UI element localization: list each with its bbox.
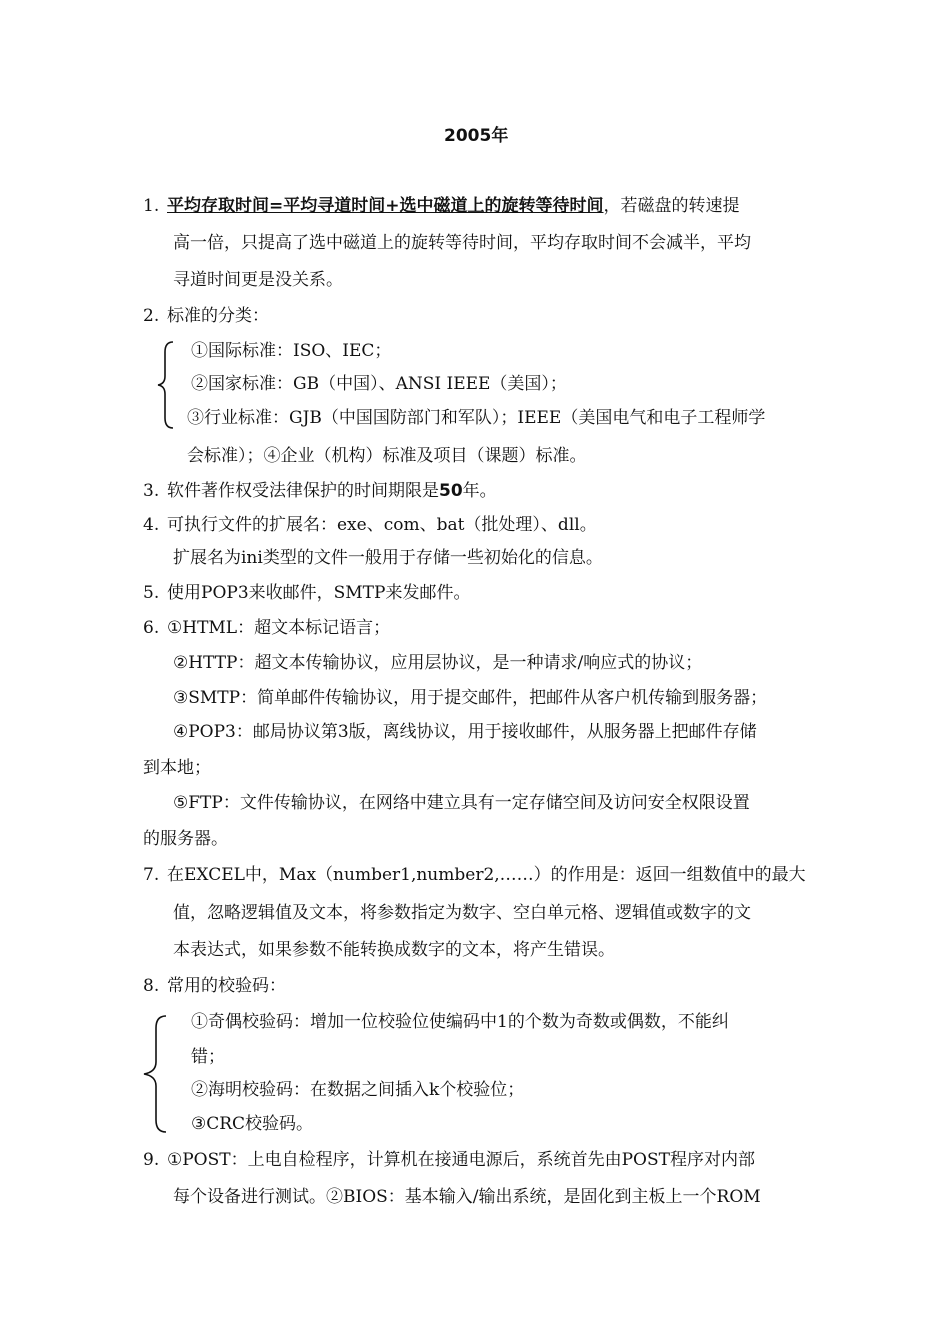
item-6-line-4: ④POP3：邮局协议第3版，离线协议，用于接收邮件，从服务器上把邮件存储 [173, 722, 757, 742]
item-6-line-5: 到本地； [143, 758, 211, 778]
item-1-line-3: 寻道时间更是没关系。 [173, 270, 343, 290]
item-7-text: 在EXCEL中，Max（number1,number2,……）的作用是：返回一组数值中的最大 [167, 865, 806, 885]
item-9-line-2: 每个设备进行测试。②BIOS：基本输入/输出系统，是固化到主板上一个ROM [173, 1187, 761, 1207]
item-8-sub-1: ①奇偶校验码：增加一位校验位使编码中1的个数为奇数或偶数，不能纠 [191, 1012, 729, 1032]
item-number: 8. [143, 976, 160, 996]
item-number: 6. [143, 618, 160, 638]
item-1-line-2: 高一倍，只提高了选中磁道上的旋转等待时间，平均存取时间不会减半，平均 [173, 233, 751, 253]
item-number: 9. [143, 1150, 160, 1170]
item-number: 2. [143, 306, 160, 326]
item-2-sub-1: ①国际标准：ISO、IEC； [191, 341, 392, 361]
item-3-emphasis: 50 [439, 481, 463, 501]
item-9-line-1 [143, 1152, 755, 1169]
page-title: 2005年 [444, 126, 509, 146]
item-8-sub-2: 错； [191, 1047, 225, 1067]
left-brace-icon [140, 1014, 170, 1134]
item-3-text: 软件著作权受法律保护的时间期限是 [167, 481, 439, 501]
item-1-emphasis: 平均存取时间=平均寻道时间+选中磁道上的旋转等待时间 [167, 196, 604, 216]
item-6-line-2: ②HTTP：超文本传输协议，应用层协议，是一种请求/响应式的协议； [173, 653, 703, 673]
item-8-sub-3: ②海明校验码：在数据之间插入k个校验位； [191, 1080, 525, 1100]
item-6-line-7: 的服务器。 [143, 829, 228, 849]
item-7-line-1 [143, 867, 806, 884]
item-7-line-3: 本表达式，如果参数不能转换成数字的文本，将产生错误。 [173, 940, 615, 960]
item-2-text: 标准的分类： [167, 306, 269, 326]
item-6-text: ①HTML：超文本标记语言； [167, 618, 391, 638]
item-2-sub-3: ③行业标准：GJB（中国国防部门和军队）；IEEE（美国电气和电子工程师学 [187, 408, 766, 428]
item-8-text: 常用的校验码： [167, 976, 286, 996]
item-6-line-6: ⑤FTP：文件传输协议，在网络中建立具有一定存储空间及访问安全权限设置 [173, 793, 750, 813]
item-number: 1. [143, 196, 160, 216]
item-6-line-1 [143, 620, 390, 637]
left-brace-icon [155, 340, 177, 430]
item-5-line-1 [143, 585, 470, 602]
item-8-line-1 [143, 978, 286, 995]
item-4-line-1 [143, 517, 597, 534]
item-4-text: 可执行文件的扩展名：exe、com、bat（批处理）、dll。 [167, 515, 597, 535]
item-1-line-1 [143, 198, 740, 215]
item-3-line-1 [143, 483, 497, 500]
item-number: 3. [143, 481, 160, 501]
item-7-line-2: 值，忽略逻辑值及文本，将参数指定为数字、空白单元格、逻辑值或数字的文 [173, 903, 751, 923]
item-9-text: ①POST：上电自检程序，计算机在接通电源后，系统首先由POST程序对内部 [167, 1150, 755, 1170]
item-number: 7. [143, 865, 160, 885]
item-6-line-3: ③SMTP：简单邮件传输协议，用于提交邮件，把邮件从客户机传输到服务器； [173, 688, 768, 708]
item-2-line-1 [143, 308, 269, 325]
item-1-text: ，若磁盘的转速提 [603, 196, 740, 216]
item-number: 4. [143, 515, 160, 535]
item-3-text-end: 年。 [462, 481, 497, 501]
item-5-text: 使用POP3来收邮件，SMTP来发邮件。 [167, 583, 471, 603]
item-number: 5. [143, 583, 160, 603]
item-4-line-2: 扩展名为ini类型的文件一般用于存储一些初始化的信息。 [173, 548, 603, 568]
item-2-sub-4: 会标准）；④企业（机构）标准及项目（课题）标准。 [187, 446, 587, 466]
item-2-sub-2: ②国家标准：GB（中国）、ANSI IEEE（美国）； [191, 374, 567, 394]
item-8-sub-4: ③CRC校验码。 [191, 1114, 314, 1134]
